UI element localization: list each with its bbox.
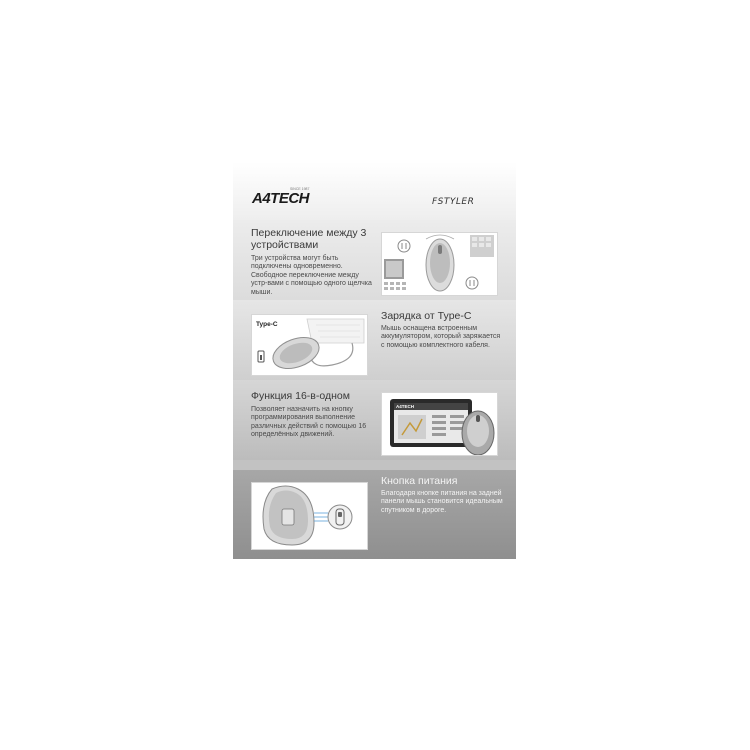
feature-title: Переключение между 3 устройствами — [251, 227, 367, 251]
mouse-back-illustration — [252, 483, 367, 549]
section-divider — [233, 460, 516, 470]
feature-description: Три устройства могут быть подключены одновременно. Свободное переключение между устр-вами с помощью одного щелчка мыши. — [251, 255, 372, 296]
brand-logo: A4TECH — [252, 190, 310, 207]
product-poster — [233, 162, 516, 559]
feature-16-in-one — [233, 380, 516, 460]
feature-description: Мышь оснащена встроенным аккумулятором, который заряжается с помощью комплектного кабеля. — [381, 325, 501, 349]
brand-logo-subtitle: SINCE 1987 — [290, 187, 310, 191]
feature-device-switching — [233, 220, 516, 300]
type-c-charging-image — [251, 314, 368, 376]
mouse-cable-illustration — [252, 315, 367, 375]
software-brand-label: A4TECH — [396, 404, 415, 409]
series-logo: FSTYLER — [432, 197, 475, 207]
software-image — [381, 392, 498, 456]
device-switching-image — [381, 232, 498, 296]
type-c-label: Type-C — [256, 321, 278, 328]
feature-title: Кнопка питания — [381, 475, 458, 487]
poster-header — [233, 162, 516, 220]
feature-power-button — [233, 470, 516, 559]
three-devices-illustration — [382, 233, 497, 295]
feature-title: Функция 16-в-одном — [251, 390, 350, 402]
feature-description: Благодаря кнопке питания на задней панели мышь становится идеальным спутником в дороге. — [381, 490, 503, 514]
feature-title: Зарядка от Type-C — [381, 310, 472, 322]
feature-type-c-charging — [233, 300, 516, 380]
software-tablet-illustration — [382, 393, 497, 455]
feature-description: Позволяет назначить на кнопку программирования выполнение различных действий с помощью 16 определённых движений. — [251, 406, 367, 439]
power-button-image — [251, 482, 368, 550]
